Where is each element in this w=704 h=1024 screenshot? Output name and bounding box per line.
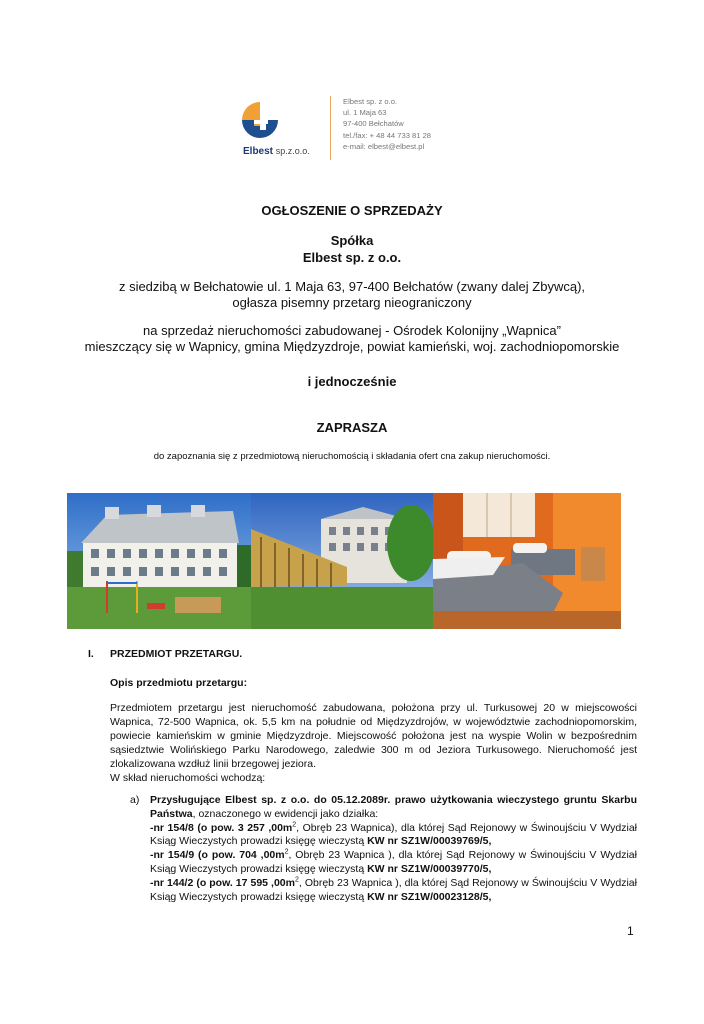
- bedroom-photo: [433, 493, 621, 629]
- contact-line: tel./fax: + 48 44 733 81 28: [343, 130, 432, 140]
- item-a-heading: Przysługujące Elbest sp. z o.o. do 05.12.2089r. prawo użytkowania wieczystego gruntu Skarbu Państwa: [150, 794, 637, 820]
- description-text: Przedmiotem przetargu jest nieruchomość zabudowana, położona przy ul. Turkusowej 20 w miejscowości Wapnica, 72-500 Wapnica, ok. 5,5 km na południe od Międzyzdrojów, w województwie zachodniopomorskim, powiecie kamieńskim w gminie Międzyzdroje. Miejscowość położona jest na wyspie Wolin w bezpośrednim sąsiedztwie Wolińskiego Parku Narodowego, zaledwie 300 m od Jeziora Turkusowego. Nieruchomość jest zlokalizowana wzdłuż linii brzegowej jeziora.: [110, 702, 637, 770]
- logo-name: Elbest sp.z.o.o.: [243, 146, 310, 157]
- sale-line-2: mieszczący się w Wapnicy, gmina Międzyzdroje, powiat kamieński, woj. zachodniopomorskie: [84, 339, 620, 354]
- contact-line: Elbest sp. z o.o.: [343, 97, 398, 106]
- section-heading: I. PRZEDMIOT PRZETARGU.: [88, 648, 243, 660]
- invite-text: do zapoznania się z przedmiotową nieruchomością i składania ofert cna zakup nieruchomości.: [153, 451, 551, 462]
- contact-line: e-mail: elbest@elbest.pl: [343, 141, 425, 151]
- section-subtitle: Opis przedmiotu przetargu:: [110, 677, 248, 689]
- pavilion-photo: [251, 493, 433, 629]
- contact-block: [343, 96, 431, 152]
- invites-heading: ZAPRASZA: [316, 420, 388, 435]
- sale-line-1: na sprzedaż nieruchomości zabudowanej - Ośrodek Kolonijny „Wapnica”: [143, 323, 561, 338]
- item-a-heading-tail: , oznaczonego w ewidencji jako działka:: [192, 807, 379, 820]
- description-paragraph: [110, 701, 637, 785]
- company-label: Spółka: [330, 233, 374, 248]
- page-number: 1: [627, 924, 634, 938]
- composition-text: W skład nieruchomości wchodzą:: [110, 772, 266, 784]
- parcel-entry: -nr 154/9 (o pow. 704 $,00m^2$, Obręb 23 Wapnica ), dla której Sąd Rejonowy w Świnoujściu V Wydział Ksiąg Wieczystych prowadzi księgę wieczystą KW nr SZ1W/00039770/5,: [150, 848, 637, 875]
- contact-line: ul. 1 Maja 63: [343, 108, 387, 118]
- item-a-label: a): [130, 794, 140, 806]
- seat-line-1: z siedzibą w Bełchatowie ul. 1 Maja 63, 97-400 Bełchatów (zwany dalej Zbywcą),: [118, 279, 586, 294]
- header-divider: [330, 96, 331, 160]
- parcel-entry: -nr 144/2 (o pow. 17 595 $,00m^2$, Obręb 23 Wapnica ), dla której Sąd Rejonowy w Świnoujściu V Wydział Ksiąg Wieczystych prowadzi księgę wieczystą KW nr SZ1W/00023128/5,: [150, 876, 637, 903]
- seat-line-2: ogłasza pisemny przetarg nieograniczony: [232, 295, 472, 310]
- parcel-entry: -nr 154/8 (o pow. 3 257 $,00m^2$, Obręb 23 Wapnica), dla której Sąd Rejonowy w Świnoujściu V Wydział Ksiąg Wieczystych prowadzi księgę wieczystą KW nr SZ1W/00039769/5,: [150, 821, 637, 848]
- building-photo: [67, 493, 251, 629]
- document-title: OGŁOSZENIE O SPRZEDAŻY: [261, 203, 443, 218]
- simultaneously-text: i jednocześnie: [307, 374, 397, 389]
- item-a: [130, 794, 637, 904]
- property-photos: [67, 493, 621, 629]
- company-name: Elbest sp. z o.o.: [302, 250, 402, 265]
- contact-line: 97-400 Bełchatów: [343, 119, 404, 129]
- elbest-logo-icon: [238, 98, 282, 142]
